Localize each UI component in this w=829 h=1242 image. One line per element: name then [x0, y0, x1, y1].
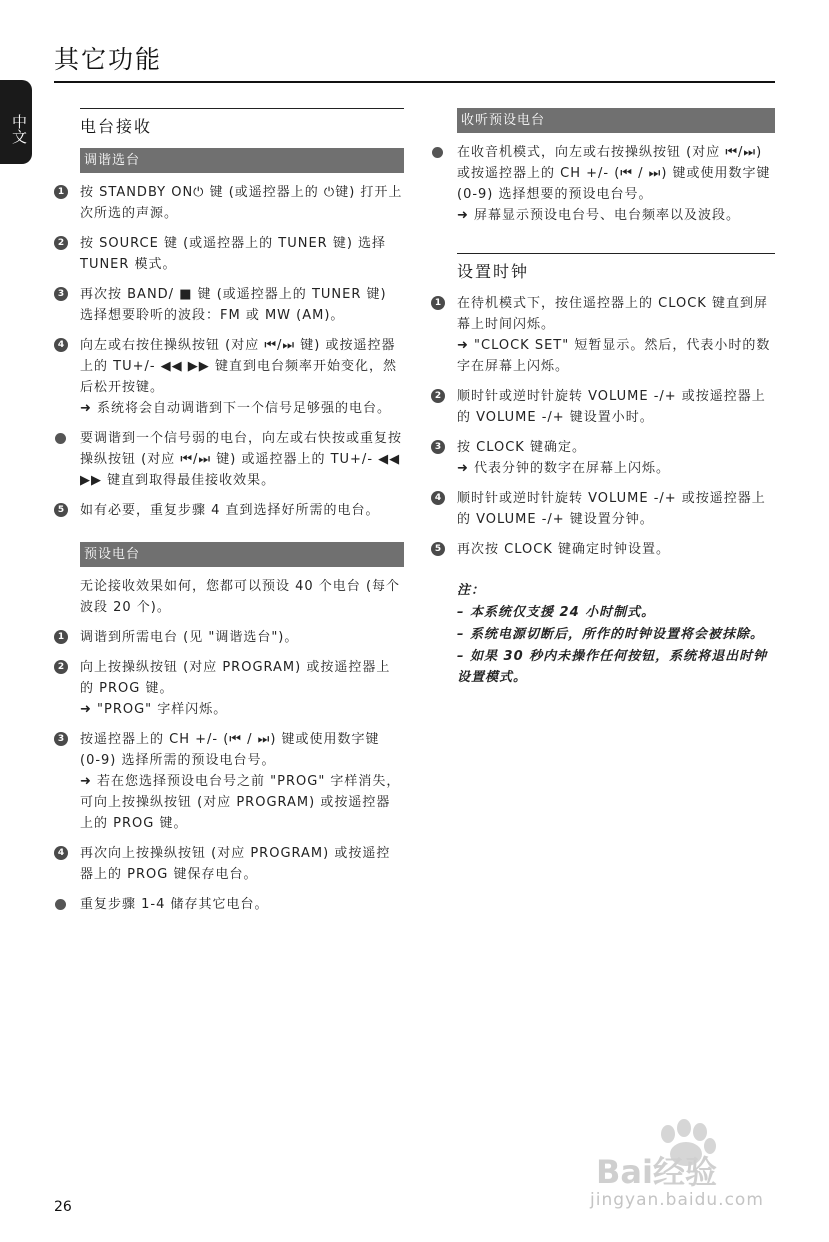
- note-line: 注：: [457, 583, 486, 598]
- list-item: [54, 428, 404, 491]
- list-item: [431, 539, 775, 560]
- list-item: [54, 233, 404, 275]
- title-rule: [54, 81, 775, 83]
- list-item: [431, 293, 775, 377]
- step-result-text: ➜ 系统将会自动调谐到下一个信号足够强的电台。: [80, 401, 392, 416]
- step-number-badge: 4: [54, 338, 68, 352]
- step-number-badge: 1: [54, 630, 68, 644]
- list-item: [431, 437, 775, 479]
- step-text: 调谐到所需电台 (见 "调谐选台")。: [80, 630, 299, 645]
- step-text: 按 SOURCE 键 (或遥控器上的 TUNER 键) 选择 TUNER 模式。: [80, 236, 387, 272]
- step-number-badge: 5: [54, 503, 68, 517]
- step-text: 向左或右按住操纵按钮 (对应 ⏮/⏭ 键) 或按遥控器上的 TU+/- ◀◀ ▶▶ 键直到电台频率开始变化，然后松开按键。: [80, 338, 397, 395]
- list-item: [54, 500, 404, 521]
- bullet-icon: [432, 147, 443, 158]
- section-title-clock: 设置时钟: [457, 262, 530, 281]
- list-item: [54, 627, 404, 648]
- step-text: 再次按 BAND/ ■ 键 (或遥控器上的 TUNER 键) 选择想要聆听的波段：FM 或 MW (AM)。: [80, 287, 387, 323]
- list-item: [431, 386, 775, 428]
- step-number-badge: 3: [431, 440, 445, 454]
- presets-heading: 预设电台: [80, 542, 404, 567]
- step-number-badge: 4: [54, 846, 68, 860]
- watermark-brand: Bai经验: [596, 1153, 717, 1191]
- list-item: [54, 657, 404, 720]
- tuning-steps: [54, 182, 404, 521]
- list-item: [54, 335, 404, 419]
- step-text: 在收音机模式，向左或右按操纵按钮 (对应 ⏮/⏭) 或按遥控器上的 CH +/- (⏮ / ⏭) 键或使用数字键 (0-9) 选择想要的预设电台号。: [457, 145, 771, 202]
- clock-steps: [431, 293, 775, 560]
- page-number: 26: [54, 1199, 72, 1215]
- step-result-text: ➜ "CLOCK SET" 短暂显示。然后，代表小时的数字在屏幕上闪烁。: [457, 338, 771, 374]
- language-tab: 中文: [0, 80, 32, 164]
- bullet-icon: [55, 899, 66, 910]
- step-number-badge: 2: [54, 236, 68, 250]
- list-item: [54, 284, 404, 326]
- step-text: 按遥控器上的 CH +/- (⏮ / ⏭) 键或使用数字键 (0-9) 选择所需的预设电台号。: [80, 732, 380, 768]
- step-text: 向上按操纵按钮 (对应 PROGRAM) 或按遥控器上的 PROG 键。: [80, 660, 391, 696]
- step-number-badge: 1: [54, 185, 68, 199]
- step-number-badge: 1: [431, 296, 445, 310]
- step-text: 顺时针或逆时针旋转 VOLUME -/+ 或按遥控器上的 VOLUME -/+ 键设置分钟。: [457, 491, 766, 527]
- listening-steps: [431, 142, 775, 226]
- step-text: 在待机模式下，按住遥控器上的 CLOCK 键直到屏幕上时间闪烁。: [457, 296, 768, 332]
- step-text: 再次向上按操纵按钮 (对应 PROGRAM) 或按遥控器上的 PROG 键保存电台。: [80, 846, 391, 882]
- note-line: – 如果 30 秒内未操作任何按钮，系统将退出时钟设置模式。: [457, 649, 768, 685]
- step-number-badge: 2: [54, 660, 68, 674]
- page-title: 其它功能: [54, 45, 163, 74]
- list-item: [431, 488, 775, 530]
- step-result-text: ➜ 屏幕显示预设电台号、电台频率以及波段。: [457, 208, 741, 223]
- step-result-text: ➜ 代表分钟的数字在屏幕上闪烁。: [457, 461, 671, 476]
- listening-heading: 收听预设电台: [457, 108, 775, 133]
- step-text: 要调谐到一个信号弱的电台，向左或右快按或重复按操纵按钮 (对应 ⏮/⏭ 键) 或遥控器上的 TU+/- ◀◀ ▶▶ 键直到取得最佳接收效果。: [80, 431, 403, 488]
- step-result-text: ➜ 若在您选择预设电台号之前 "PROG" 字样消失，可向上按操纵按钮 (对应 PROGRAM) 或按遥控器上的 PROG 键。: [80, 774, 401, 831]
- list-item: [54, 843, 404, 885]
- step-text: 如有必要，重复步骤 4 直到选择好所需的电台。: [80, 503, 380, 518]
- bullet-icon: [55, 433, 66, 444]
- step-text: 重复步骤 1-4 储存其它电台。: [80, 897, 269, 912]
- note-line: – 系统电源切断后，所作的时钟设置将会被抹除。: [457, 627, 765, 642]
- list-item: [54, 182, 404, 224]
- section-title-radio: 电台接收: [80, 117, 153, 136]
- watermark-url: jingyan.baidu.com: [590, 1190, 764, 1210]
- note-line: – 本系统仅支援 24 小时制式。: [457, 605, 656, 620]
- list-item: [431, 142, 775, 226]
- step-text: 按 CLOCK 键确定。: [457, 440, 586, 455]
- step-number-badge: 2: [431, 389, 445, 403]
- step-result-text: ➜ "PROG" 字样闪烁。: [80, 702, 228, 717]
- left-column: [54, 108, 404, 924]
- preset-steps: [54, 627, 404, 915]
- step-text: 再次按 CLOCK 键确定时钟设置。: [457, 542, 670, 557]
- step-number-badge: 3: [54, 287, 68, 301]
- step-number-badge: 5: [431, 542, 445, 556]
- step-number-badge: 4: [431, 491, 445, 505]
- step-text: 顺时针或逆时针旋转 VOLUME -/+ 或按遥控器上的 VOLUME -/+ 键设置小时。: [457, 389, 766, 425]
- list-item: [54, 894, 404, 915]
- clock-notes: [457, 580, 775, 688]
- presets-intro: 无论接收效果如何，您都可以预设 40 个电台 (每个波段 20 个)。: [80, 579, 401, 615]
- step-number-badge: 3: [54, 732, 68, 746]
- list-item: [54, 729, 404, 834]
- right-column: [431, 108, 775, 689]
- step-text: 按 STANDBY ON⏻ 键 (或遥控器上的 ⏻键) 打开上次所选的声源。: [80, 185, 403, 221]
- section-rule: [457, 253, 775, 254]
- tuning-heading: 调谐选台: [80, 148, 404, 173]
- section-rule: [80, 108, 404, 109]
